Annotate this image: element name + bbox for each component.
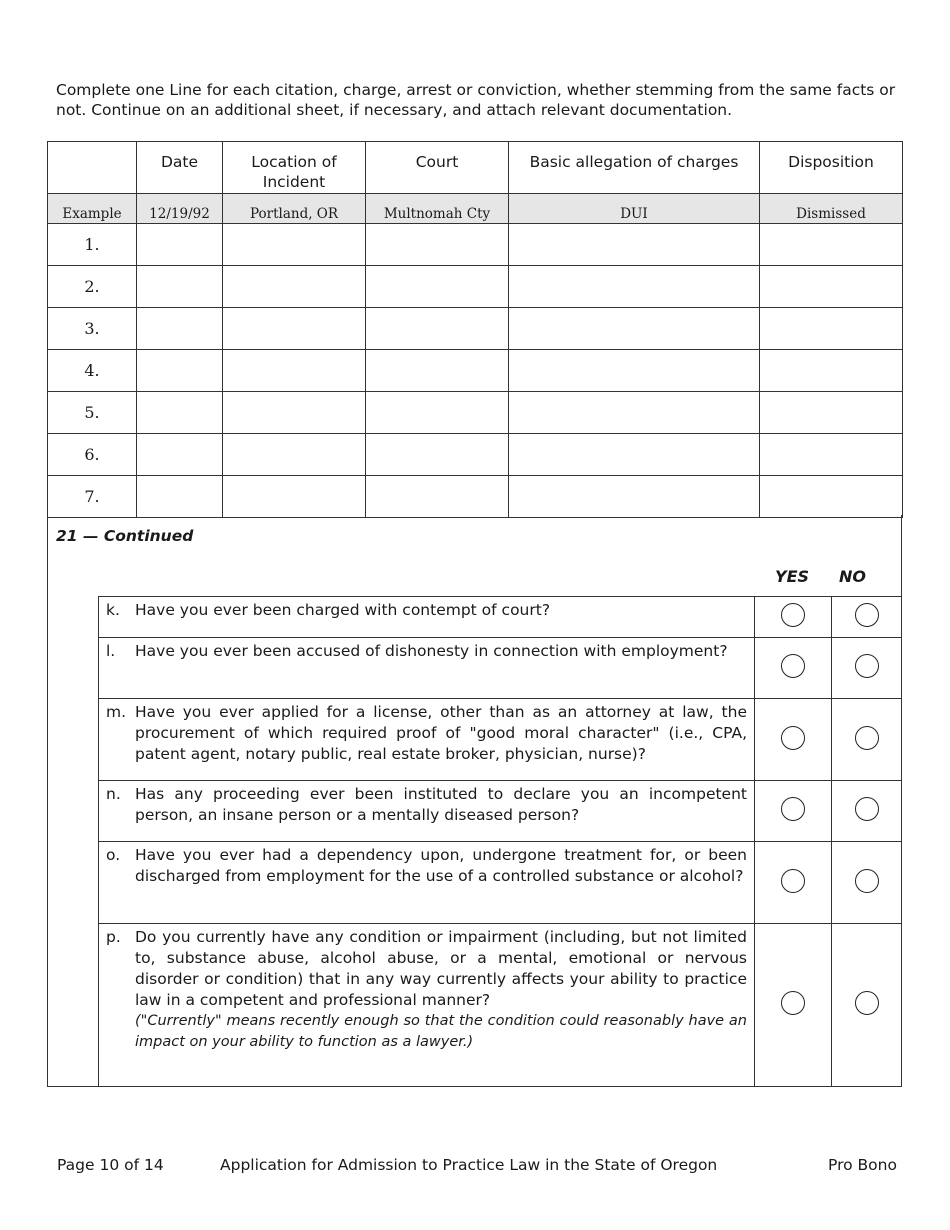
question-row-n: [99, 781, 902, 842]
document-title: Application for Admission to Practice Law in the State of Oregon: [220, 1156, 718, 1174]
table-row: [48, 434, 903, 476]
question-row-o: [99, 842, 902, 924]
question-row-m: [99, 699, 902, 781]
date-field[interactable]: [137, 308, 223, 350]
example-allegation: DUI: [509, 194, 760, 224]
yes-radio-m[interactable]: [781, 726, 805, 750]
court-field[interactable]: [366, 308, 509, 350]
no-column-label: NO: [839, 567, 866, 586]
instructions-text: Complete one Line for each citation, charge, arrest or conviction, whether stemming from the same facts or not. Continue on an additional sheet, if necessary, and attach relevant documentation.: [56, 81, 896, 119]
questions-table: [98, 596, 902, 1086]
header-date: Date: [137, 142, 223, 194]
question-letter: k.: [106, 601, 120, 619]
allegation-field[interactable]: [509, 434, 760, 476]
court-field[interactable]: [366, 266, 509, 308]
location-field[interactable]: [223, 350, 366, 392]
disposition-field[interactable]: [760, 308, 903, 350]
allegation-field[interactable]: [509, 266, 760, 308]
question-row-l: [99, 638, 902, 699]
location-field[interactable]: [223, 476, 366, 518]
court-field[interactable]: [366, 224, 509, 266]
question-row-p: [99, 924, 902, 1086]
yes-radio-n[interactable]: [781, 797, 805, 821]
disposition-field[interactable]: [760, 266, 903, 308]
yes-radio-p[interactable]: [781, 991, 805, 1015]
allegation-field[interactable]: [509, 392, 760, 434]
yes-radio-k[interactable]: [781, 603, 805, 627]
question-letter: m.: [106, 703, 127, 721]
no-radio-o[interactable]: [855, 869, 879, 893]
disposition-field[interactable]: [760, 476, 903, 518]
allegation-field[interactable]: [509, 350, 760, 392]
row-number: 1.: [48, 224, 137, 266]
location-field[interactable]: [223, 392, 366, 434]
header-location: Location of Incident: [223, 142, 366, 194]
date-field[interactable]: [137, 434, 223, 476]
table-header-row: [48, 142, 903, 194]
example-location: Portland, OR: [223, 194, 366, 224]
row-number: 2.: [48, 266, 137, 308]
location-field[interactable]: [223, 308, 366, 350]
location-field[interactable]: [223, 434, 366, 476]
table-row: [48, 476, 903, 518]
example-label: Example: [48, 194, 137, 224]
table-row: [48, 308, 903, 350]
question-text: Have you ever had a dependency upon, undergone treatment for, or been discharged from employment for the use of a controlled substance or alcohol?: [135, 846, 747, 885]
date-field[interactable]: [137, 224, 223, 266]
question-letter: o.: [106, 846, 121, 864]
allegation-field[interactable]: [509, 308, 760, 350]
question-letter: n.: [106, 785, 121, 803]
header-court: Court: [366, 142, 509, 194]
header-blank: [48, 142, 137, 194]
court-field[interactable]: [366, 350, 509, 392]
allegation-field[interactable]: [509, 476, 760, 518]
disposition-field[interactable]: [760, 224, 903, 266]
no-radio-m[interactable]: [855, 726, 879, 750]
table-row: [48, 392, 903, 434]
date-field[interactable]: [137, 476, 223, 518]
row-number: 3.: [48, 308, 137, 350]
section-21-continued: [47, 515, 902, 1087]
date-field[interactable]: [137, 350, 223, 392]
table-row: [48, 224, 903, 266]
yes-column-label: YES: [775, 567, 810, 586]
no-radio-k[interactable]: [855, 603, 879, 627]
court-field[interactable]: [366, 392, 509, 434]
date-field[interactable]: [137, 392, 223, 434]
location-field[interactable]: [223, 266, 366, 308]
example-date: 12/19/92: [137, 194, 223, 224]
row-number: 6.: [48, 434, 137, 476]
example-row: [48, 194, 903, 224]
no-radio-p[interactable]: [855, 991, 879, 1015]
citation-table: [47, 141, 903, 518]
question-text: Have you ever been accused of dishonesty in connection with employment?: [135, 642, 728, 660]
row-number: 4.: [48, 350, 137, 392]
question-letter: p.: [106, 928, 121, 946]
court-field[interactable]: [366, 476, 509, 518]
question-letter: l.: [106, 642, 116, 660]
table-row: [48, 350, 903, 392]
question-text: Have you ever been charged with contempt of court?: [135, 601, 551, 619]
date-field[interactable]: [137, 266, 223, 308]
yes-radio-l[interactable]: [781, 654, 805, 678]
question-text: Have you ever applied for a license, other than as an attorney at law, the procurement of which required proof of "good moral character" (i.e., CPA, patent agent, notary public, real estate broker, physician, nurse)?: [135, 703, 747, 763]
row-number: 5.: [48, 392, 137, 434]
question-row-k: [99, 597, 902, 638]
question-text: Do you currently have any condition or impairment (including, but not limited to, substance abuse, alcohol abuse, or a mental, emotional or nervous disorder or condition) that in any way currently affects your ability to practice law in a competent and professional manner?: [135, 928, 747, 1009]
location-field[interactable]: [223, 224, 366, 266]
example-court: Multnomah Cty: [366, 194, 509, 224]
yes-radio-o[interactable]: [781, 869, 805, 893]
example-disposition: Dismissed: [760, 194, 903, 224]
disposition-field[interactable]: [760, 392, 903, 434]
no-radio-n[interactable]: [855, 797, 879, 821]
footer-right-label: Pro Bono: [828, 1156, 897, 1174]
disposition-field[interactable]: [760, 434, 903, 476]
question-text: Has any proceeding ever been instituted to declare you an incompetent person, an insane person or a mentally diseased person?: [135, 785, 747, 824]
question-note: ("Currently" means recently enough so that the condition could reasonably have an impact on your ability to function as a lawyer.): [135, 1013, 747, 1050]
disposition-field[interactable]: [760, 350, 903, 392]
header-allegation: Basic allegation of charges: [509, 142, 760, 194]
page-number: Page 10 of 14: [57, 1156, 164, 1174]
no-radio-l[interactable]: [855, 654, 879, 678]
allegation-field[interactable]: [509, 224, 760, 266]
table-row: [48, 266, 903, 308]
court-field[interactable]: [366, 434, 509, 476]
section-title: 21 — Continued: [56, 527, 194, 545]
row-number: 7.: [48, 476, 137, 518]
header-disposition: Disposition: [760, 142, 903, 194]
